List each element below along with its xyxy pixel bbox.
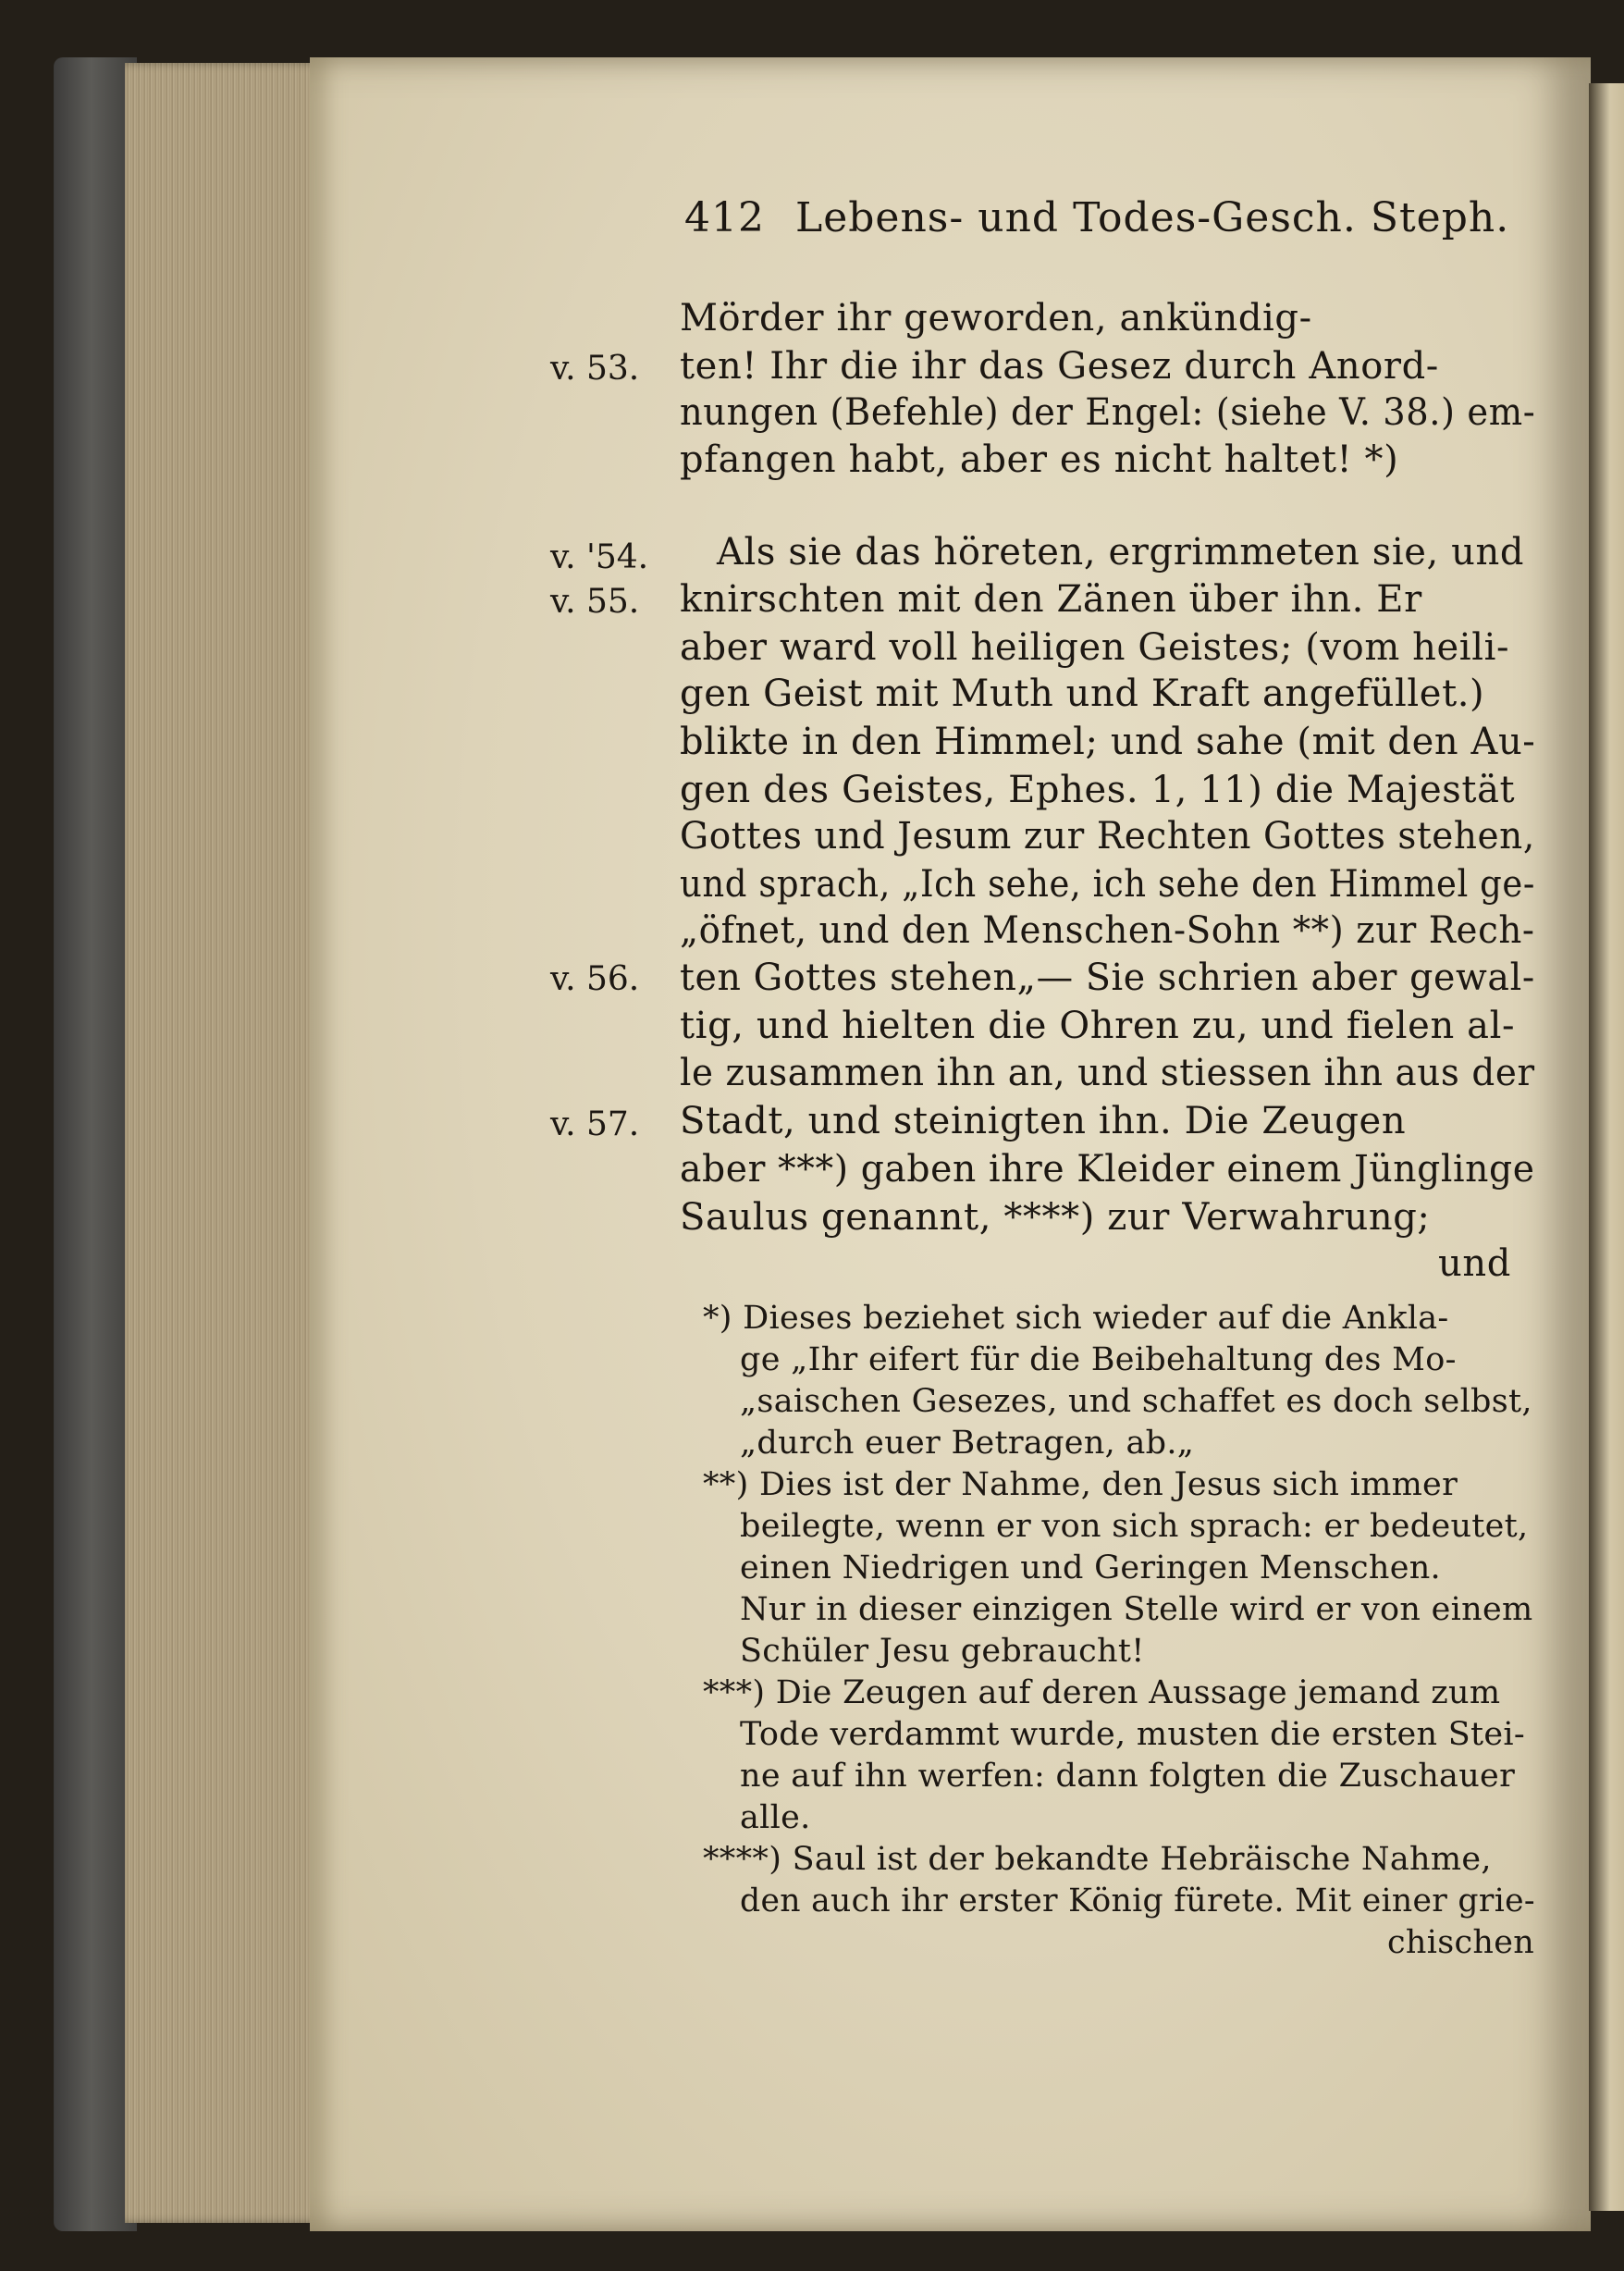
main-text-line: Gottes und Jesum zur Rechten Gottes stehen, bbox=[680, 815, 1535, 858]
verse-marker: v. 57. bbox=[550, 1105, 640, 1143]
footnote-line: alle. bbox=[740, 1799, 811, 1836]
footnote-line: „saischen Gesezes, und schaffet es doch selbst, bbox=[740, 1383, 1532, 1420]
page-number: 412 bbox=[684, 194, 765, 241]
footnote-line: ***) Die Zeugen auf deren Aussage jemand zum bbox=[703, 1674, 1501, 1711]
verse-marker: v. 55. bbox=[550, 583, 640, 621]
main-text-line: ten! Ihr die ihr das Gesez durch Anord- bbox=[680, 345, 1439, 388]
footnote-line: Tode verdammt wurde, musten die ersten Stei- bbox=[740, 1716, 1525, 1753]
main-text-line: nungen (Befehle) der Engel: (siehe V. 38.) em- bbox=[680, 391, 1536, 434]
footnote-line: ****) Saul ist der bekandte Hebräische Nahme, bbox=[703, 1841, 1492, 1878]
footnote-line: den auch ihr erster König fürete. Mit einer grie- bbox=[740, 1882, 1535, 1919]
running-title: Lebens- und Todes-Gesch. Steph. bbox=[795, 194, 1510, 241]
main-text-line: und bbox=[1438, 1242, 1511, 1285]
main-text-line: tig, und hielten die Ohren zu, und fielen al- bbox=[680, 1005, 1516, 1047]
verse-marker: v. 56. bbox=[550, 960, 640, 998]
main-text-line: „öfnet, und den Menschen-Sohn **) zur Rech- bbox=[680, 909, 1535, 952]
main-text-line: Saulus genannt, ****) zur Verwahrung; bbox=[680, 1196, 1431, 1239]
verse-marker: v. '54. bbox=[550, 538, 649, 576]
main-text-line: und sprach, „Ich sehe, ich sehe den Himmel ge- bbox=[680, 863, 1535, 906]
main-text-line: blikte in den Himmel; und sahe (mit den Au- bbox=[680, 721, 1536, 763]
main-text-line: Mörder ihr geworden, ankündig- bbox=[680, 297, 1312, 339]
footnote-line: Schüler Jesu gebraucht! bbox=[740, 1633, 1145, 1670]
main-text-line: gen des Geistes, Ephes. 1, 11) die Majestät bbox=[680, 769, 1516, 811]
footnote-line: Nur in dieser einzigen Stelle wird er von einem bbox=[740, 1591, 1533, 1628]
footnote-line: ne auf ihn werfen: dann folgten die Zuschauer bbox=[740, 1758, 1516, 1795]
main-text-line: pfangen habt, aber es nicht haltet! *) bbox=[680, 438, 1399, 481]
main-text-line: ten Gottes stehen„— Sie schrien aber gewal- bbox=[680, 957, 1535, 999]
main-text-line: knirschten mit den Zänen über ihn. Er bbox=[680, 578, 1422, 621]
footnote-line: *) Dieses beziehet sich wieder auf die Ankla- bbox=[703, 1300, 1449, 1337]
main-text-line: gen Geist mit Muth und Kraft angefüllet.) bbox=[680, 673, 1485, 715]
footnote-line: „durch euer Betragen, ab.„ bbox=[740, 1425, 1195, 1462]
main-text-line: aber ***) gaben ihre Kleider einem Jünglinge bbox=[680, 1148, 1535, 1191]
main-text-line: Als sie das höreten, ergrimmeten sie, und bbox=[717, 531, 1525, 574]
footnote-line: ge „Ihr eifert für die Beibehaltung des Mo- bbox=[740, 1341, 1457, 1378]
footnote-line: **) Dies ist der Nahme, den Jesus sich immer bbox=[703, 1466, 1458, 1503]
page-fore-edge bbox=[125, 63, 324, 2223]
main-text-line: le zusammen ihn an, und stiessen ihn aus der bbox=[680, 1052, 1535, 1094]
verse-marker: v. 53. bbox=[550, 350, 640, 388]
main-text-line: Stadt, und steinigten ihn. Die Zeugen bbox=[680, 1100, 1407, 1142]
footnote-line: chischen bbox=[1387, 1924, 1535, 1961]
footnote-line: beilegte, wenn er von sich sprach: er bedeutet, bbox=[740, 1508, 1529, 1545]
footnote-line: einen Niedrigen und Geringen Menschen. bbox=[740, 1549, 1441, 1586]
facing-page-edge bbox=[1589, 83, 1624, 2211]
main-text-line: aber ward voll heiligen Geistes; (vom heili- bbox=[680, 626, 1510, 669]
